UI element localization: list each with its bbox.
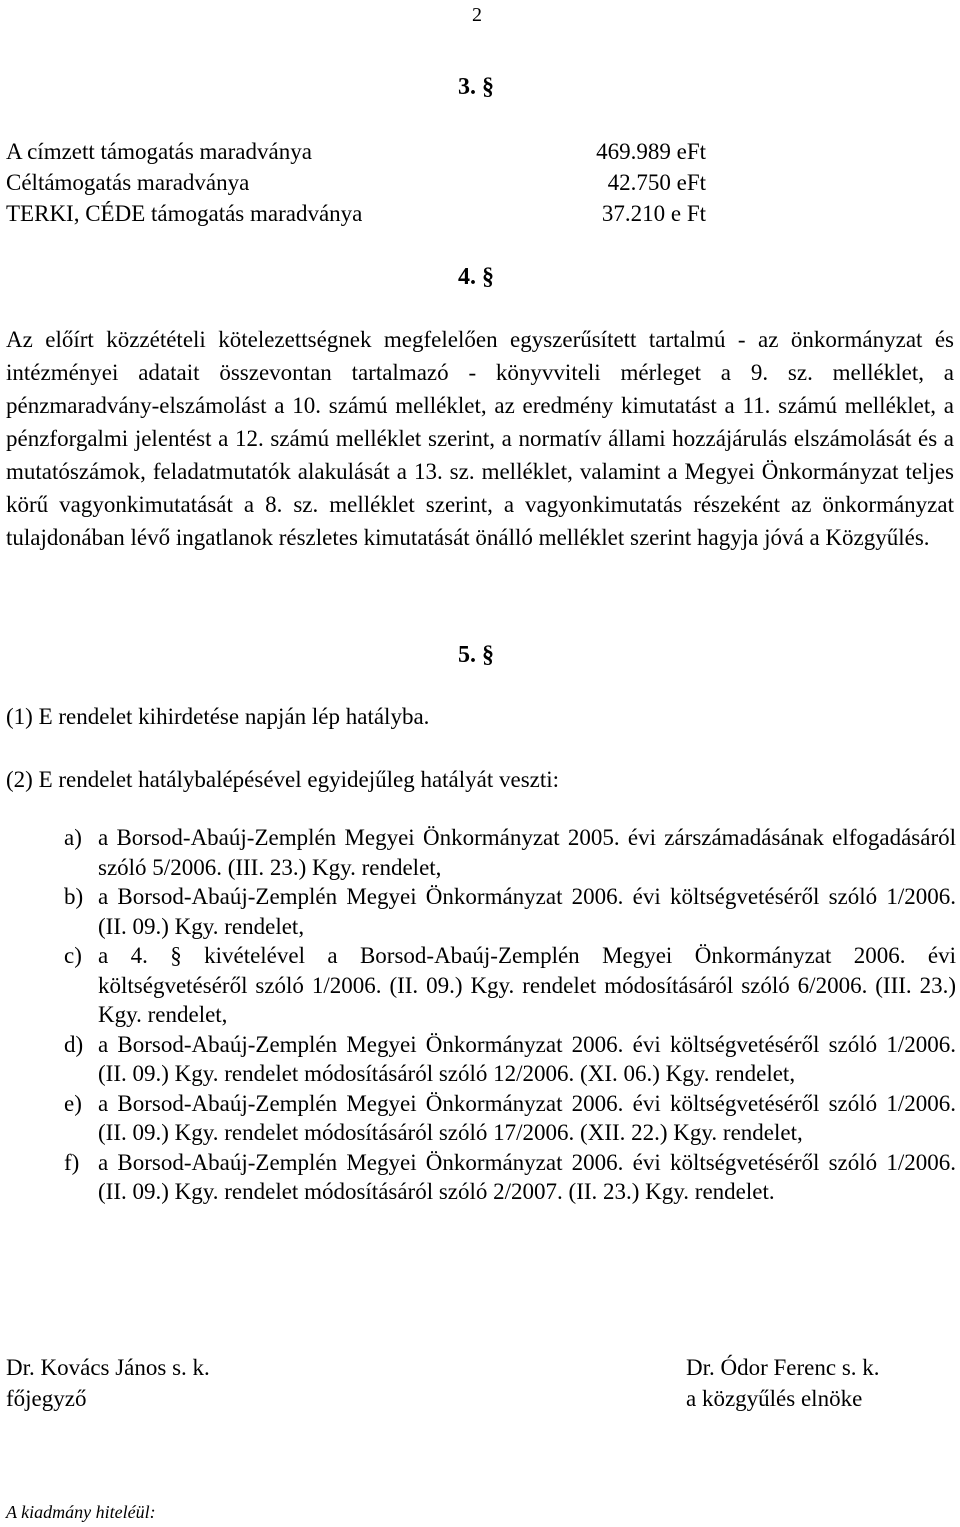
repealed-regulations-list [64,823,956,1207]
list-item-text: a Borsod-Abaúj-Zemplén Megyei Önkormányzat 2005. évi zárszámadásának elfogadásáról szóló 5/2006. (III. 23.) Kgy. rendelet, [98,825,956,880]
list-item-letter: b) [64,884,84,909]
amount-label: Céltámogatás maradványa [6,170,250,195]
section-3-heading: 3. § [458,74,494,100]
section-5-paragraph-1: (1) E rendelet kihirdetése napján lép hatályba. [6,704,430,729]
section-4-heading: 4. § [458,264,494,290]
section-5-paragraph-2: (2) E rendelet hatálybalépésével egyidejűleg hatályát veszti: [6,767,560,792]
section-4-paragraph: Az előírt közzétételi kötelezettségnek megfelelően egyszerűsített tartalmú - az önkormányzat és intézményei adatait összevontan tartalmazó - könyvviteli mérleget a 9. sz. melléklet, a pénzmaradvány-elszámolást a 10. számú melléklet, az eredmény kimutatást a 11. számú melléklet, a pénzforgalmi jelentést a 12. számú melléklet szerint, a normatív állami hozzájárulás elszámolását és a mutatószámok, feladatmutatók alakulását a 13. sz. melléklet, valamint a Megyei Önkormányzat teljes körű vagyonkimutatását a 8. sz. melléklet szerint, a vagyonkimutatás részeként az önkormányzat tulajdonában lévő ingatlanok részletes kimutatását önálló melléklet szerint hagyja jóvá a Közgyűlés. [6,327,954,550]
amount-value: 469.989 eFt [596,139,706,164]
list-item-letter: e) [64,1090,82,1116]
list-item [64,1148,956,1207]
amount-row [6,137,706,169]
certification-note: A kiadmány hiteléül: [6,1502,156,1522]
signature-right-name: Dr. Ódor Ferenc s. k. [686,1355,880,1380]
amount-label: A címzett támogatás maradványa [6,139,312,164]
list-item [64,823,956,882]
signature-left-name: Dr. Kovács János s. k. [6,1355,210,1380]
list-item [64,941,956,1030]
list-item-letter: d) [64,1031,84,1057]
amount-label: TERKI, CÉDE támogatás maradványa [6,201,363,226]
list-item-text: a Borsod-Abaúj-Zemplén Megyei Önkormányzat 2006. évi költségvetéséről szóló 1/2006. (II. 09.) Kgy. rendelet, [98,884,956,939]
section-5-heading: 5. § [458,642,494,668]
list-item-text: a Borsod-Abaúj-Zemplén Megyei Önkormányzat 2006. évi költségvetéséről szóló 1/2006. (II. 09.) Kgy. rendelet módosításáról szóló 17/2006. (XII. 22.) Kgy. rendelet, [98,1090,956,1145]
list-item [64,1030,956,1089]
list-item [64,1089,956,1148]
list-item-letter: f) [64,1149,80,1175]
list-item-text: a Borsod-Abaúj-Zemplén Megyei Önkormányzat 2006. évi költségvetéséről szóló 1/2006. (II. 09.) Kgy. rendelet módosításáról szóló 2/2007. (II. 23.) Kgy. rendelet. [98,1149,956,1204]
signature-left-title: főjegyző [6,1386,87,1411]
amount-value: 37.210 e Ft [601,201,706,226]
page-number: 2 [472,4,482,26]
amount-value: 42.750 eFt [607,170,706,195]
amount-row [6,199,706,231]
list-item-text: a Borsod-Abaúj-Zemplén Megyei Önkormányzat 2006. évi költségvetéséről szóló 1/2006. (II. 09.) Kgy. rendelet módosításáról szóló 12/2006. (XI. 06.) Kgy. rendelet, [98,1031,956,1086]
signature-right-title: a közgyűlés elnöke [686,1386,863,1411]
list-item-letter: c) [64,943,82,968]
amount-row [6,168,706,200]
list-item-letter: a) [64,825,82,850]
list-item-text: a 4. § kivételével a Borsod-Abaúj-Zemplén Megyei Önkormányzat 2006. évi költségvetéséről szóló 1/2006. (II. 09.) Kgy. rendelet módosításáról szóló 6/2006. (III. 23.) Kgy. rendelet, [98,943,956,1027]
list-item [64,882,956,941]
